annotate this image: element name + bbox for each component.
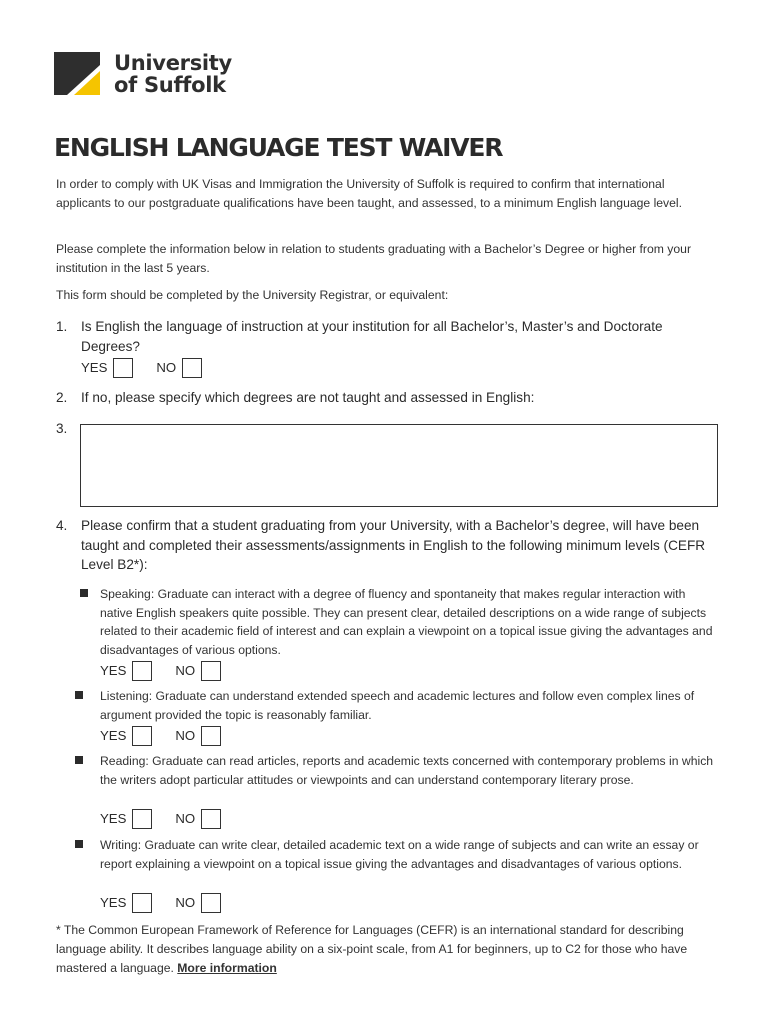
speaking-no-checkbox[interactable] (201, 661, 221, 681)
yes-label: YES (100, 662, 127, 678)
footnote-text: * The Common European Framework of Reference for Languages (CEFR) is an international standard for describing language ability. It describes language ability on a six-point scale, from A1 for beginners, up to C2 for those who have mastered a language. (56, 923, 688, 976)
question-1-options (81, 356, 202, 379)
reading-yes-checkbox[interactable] (132, 809, 152, 829)
question-2-number: 2. (56, 390, 68, 405)
university-logo (54, 52, 254, 98)
cefr-footnote (56, 921, 716, 979)
yes-label: YES (100, 894, 127, 910)
bullet-icon (75, 756, 83, 764)
yes-label: YES (81, 359, 108, 375)
question-4-number: 4. (56, 518, 68, 533)
writing-options (100, 891, 221, 914)
intro-paragraph-1: In order to comply with UK Visas and Immigration the University of Suffolk is required to confirm that international applicants to our postgraduate qualifications have been taught, and assessed, to a minimum English language level. (56, 177, 683, 211)
writing-no-checkbox[interactable] (201, 893, 221, 913)
listening-level-text: Listening: Graduate can understand extended speech and academic lectures and follow even complex lines of argument provided the topic is reasonably familiar. (100, 689, 695, 722)
yes-label: YES (100, 727, 127, 743)
question-1-number: 1. (56, 319, 68, 334)
bullet-icon (75, 840, 83, 848)
question-4-text: Please confirm that a student graduating from your University, with a Bachelor’s degree, will have been taught and completed their assessments/assignments in English to the following minimum levels (CEFR Level B2*): (81, 518, 706, 572)
no-label: NO (175, 810, 196, 826)
intro-paragraph-3: This form should be completed by the University Registrar, or equivalent: (56, 288, 449, 302)
page-title: ENGLISH LANGUAGE TEST WAIVER (54, 133, 503, 162)
bullet-icon (80, 589, 88, 597)
intro-paragraph-2: Please complete the information below in relation to students graduating with a Bachelor’s Degree or higher from your institution in the last 5 years. (56, 242, 692, 276)
writing-yes-checkbox[interactable] (132, 893, 152, 913)
reading-level-text: Reading: Graduate can read articles, reports and academic texts concerned with contemporary problems in which the writers adopt particular attitudes or viewpoints and can understand contemporary literary prose. (100, 754, 714, 787)
logo-line-2: of Suffolk (114, 73, 226, 97)
listening-yes-checkbox[interactable] (132, 726, 152, 746)
writing-level-text: Writing: Graduate can write clear, detailed academic text on a wide range of subjects and can write an essay or report explaining a viewpoint on a topical issue giving the advantages and disadvantages of various options. (100, 838, 699, 871)
yes-label: YES (100, 810, 127, 826)
listening-no-checkbox[interactable] (201, 726, 221, 746)
speaking-yes-checkbox[interactable] (132, 661, 152, 681)
question-1-yes-checkbox[interactable] (113, 358, 133, 378)
question-3-number: 3. (56, 421, 68, 436)
reading-no-checkbox[interactable] (201, 809, 221, 829)
logo-line-1: University (114, 51, 232, 75)
no-label: NO (156, 359, 177, 375)
speaking-level-text: Speaking: Graduate can interact with a degree of fluency and spontaneity that makes regular interaction with native English speakers quite possible. They can present clear, detailed descriptions on a wide range of subjects related to their academic field of interest and can explain a viewpoint on a topical issue giving the advantages and disadvantages of various options. (100, 587, 713, 657)
question-1-no-checkbox[interactable] (182, 358, 202, 378)
question-2-text: If no, please specify which degrees are not taught and assessed in English: (81, 390, 535, 405)
more-information-link[interactable]: More information (177, 961, 277, 976)
logo-mark-icon (54, 52, 100, 95)
listening-options (100, 724, 221, 747)
logo-text (114, 52, 232, 96)
no-label: NO (175, 727, 196, 743)
reading-options (100, 807, 221, 830)
no-label: NO (175, 662, 196, 678)
question-1-text: Is English the language of instruction at your institution for all Bachelor’s, Master’s and Doctorate Degrees? (81, 319, 663, 354)
degrees-answer-field[interactable] (80, 424, 718, 507)
speaking-options (100, 659, 221, 682)
bullet-icon (75, 691, 83, 699)
no-label: NO (175, 894, 196, 910)
